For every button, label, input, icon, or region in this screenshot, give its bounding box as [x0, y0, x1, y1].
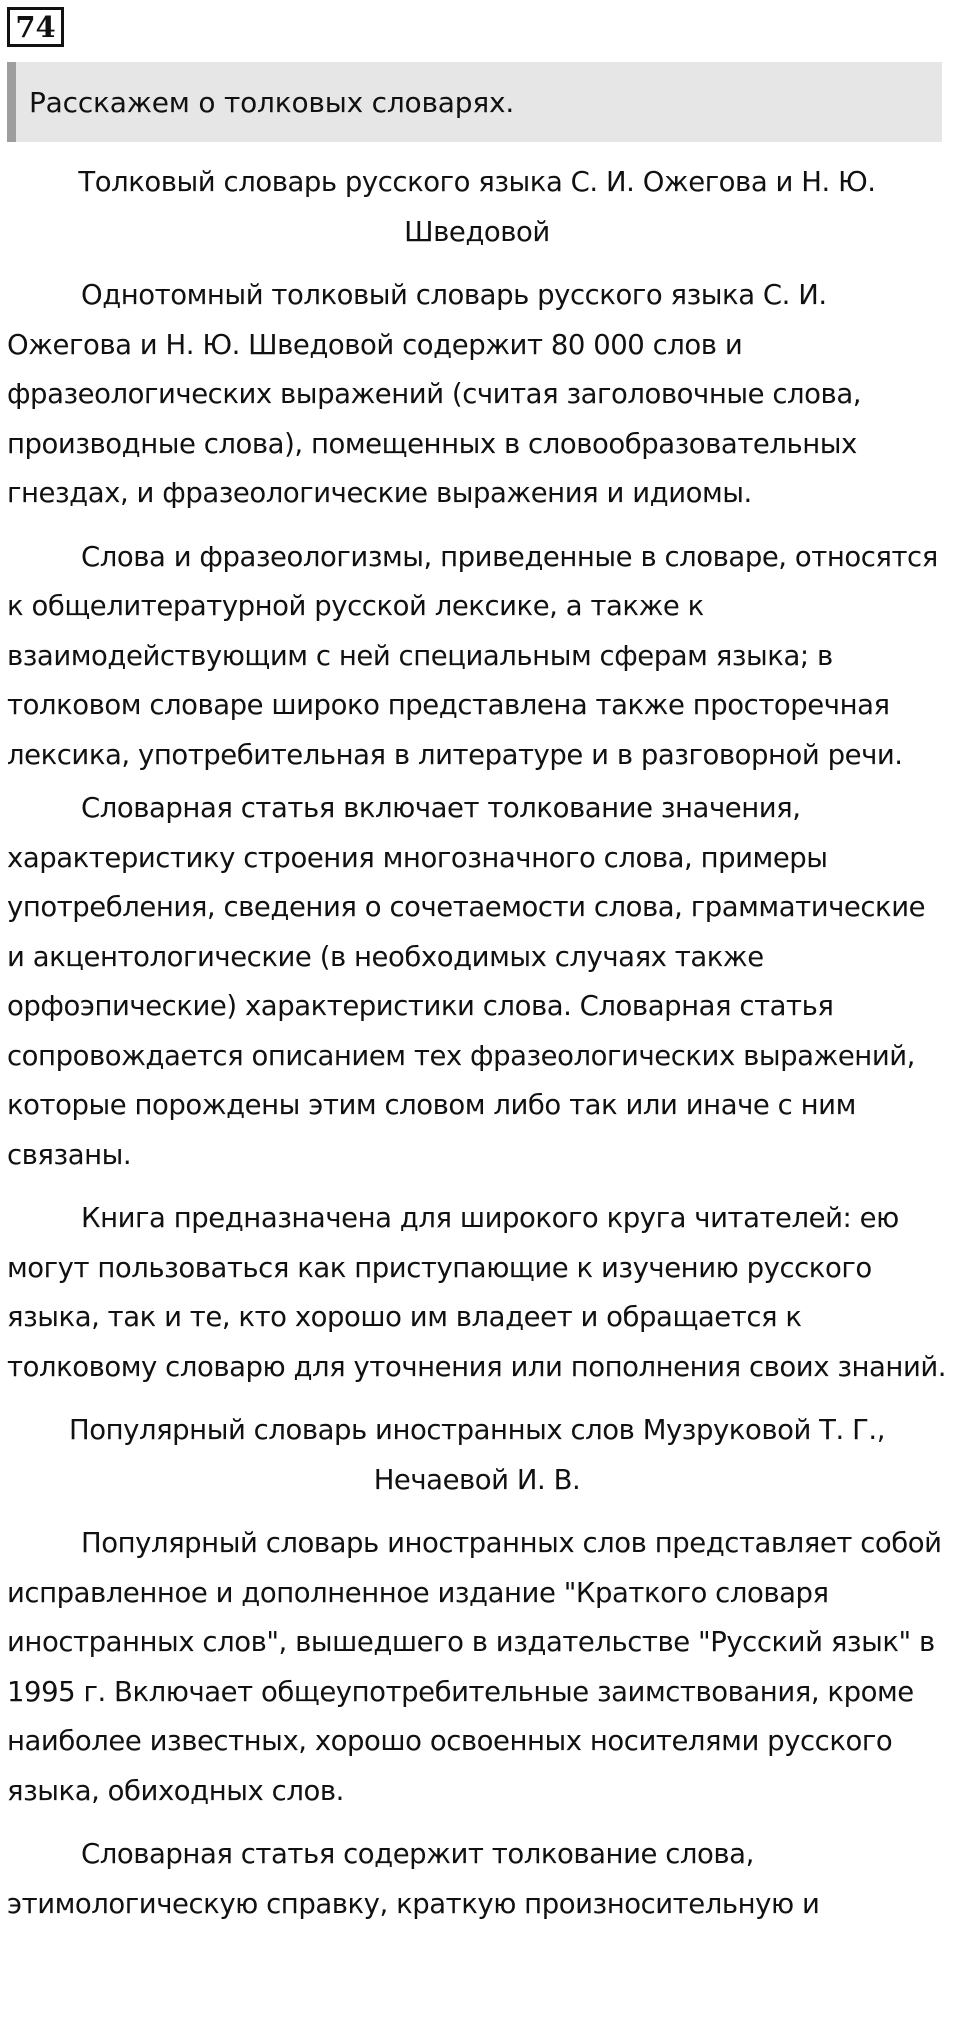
paragraph: Словарная статья содержит толкование слова, этимологическую справку, краткую произносительную и [7, 1838, 820, 1920]
section-heading: Популярный словарь иностранных слов Музруковой Т. Г., Нечаевой И. В. [68, 1414, 886, 1496]
paragraph: Однотомный толковый словарь русского языка С. И. Ожегова и Н. Ю. Шведовой содержит 80 000 слов и фразеологических выражений (считая заголовочные слова, производные слова), помещенных в словообразовательных гнездах, и фразеологические выражения и идиомы. [7, 279, 862, 509]
section-ozhegov [7, 158, 947, 1392]
paragraph: Слова и фразеологизмы, приведенные в словаре, относятся к общелитературной русской лексике, а также к взаимодействующим с ней специальным сферам языка; в толковом словаре широко представлена также просторечная лексика, употребительная в литературе и в разговорной речи. [7, 540, 938, 771]
paragraph: Словарная статья включает толкование значения, характеристику строения многозначного слова, примеры употребления, сведения о сочетаемости слова, грамматические и акцентологические (в необходимых случаях также орфоэпические) характеристики слова. Словарная статья сопровождается описанием тех фразеологических выражений, которые порождены этим словом либо так или иначе с ним связаны. [7, 792, 926, 1171]
intro-text: Расскажем о толковых словарях. [29, 85, 515, 119]
paragraph: Популярный словарь иностранных слов представляет собой исправленное и дополненное издание "Краткого словаря иностранных слов", вышедшего в издательстве "Русский язык" в 1995 г. Включает общеупотребительные заимствования, кроме наиболее известных, хорошо освоенных носителями русского языка, обиходных слов. [7, 1527, 942, 1807]
section-heading: Толковый словарь русского языка С. И. Ожегова и Н. Ю. Шведовой [78, 166, 876, 248]
task-number-badge: 74 [7, 7, 64, 47]
article-body [7, 158, 947, 1943]
paragraph: Книга предназначена для широкого круга читателей: ею могут пользоваться как приступающие к изучению русского языка, так и те, кто хорошо им владеет и обращается к толковому словарю для уточнения или пополнения своих знаний. [7, 1202, 947, 1383]
intro-callout [7, 62, 942, 142]
section-foreign-words [7, 1406, 947, 1929]
